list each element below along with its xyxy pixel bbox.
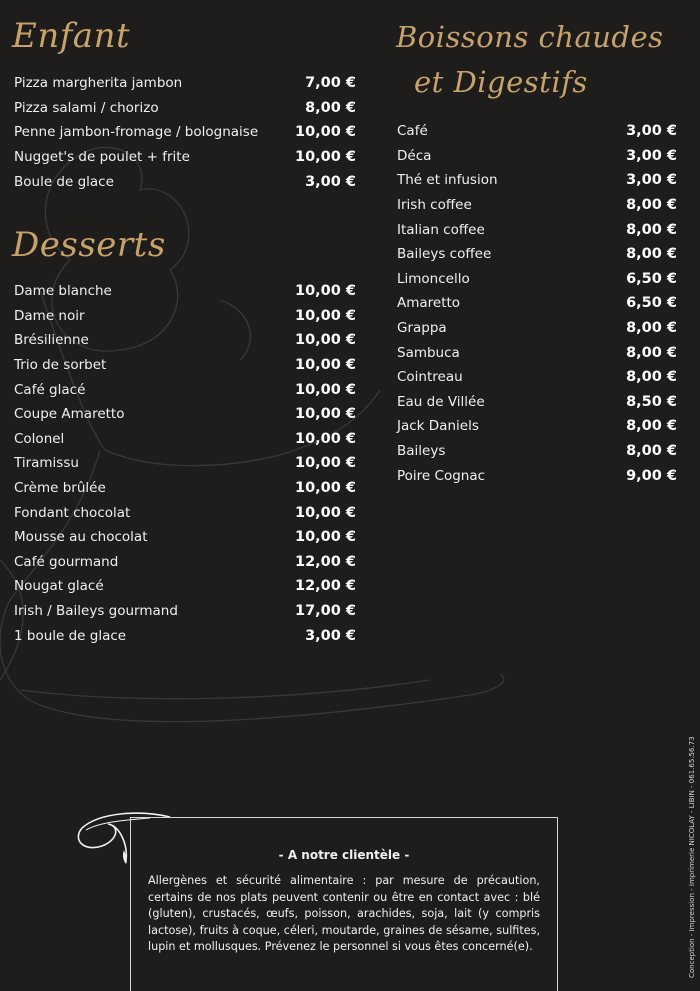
menu-item [397,365,677,390]
menu-item [14,279,356,304]
item-name: Boule de glace [14,173,114,190]
item-price: 10,00 € [294,455,356,472]
item-name: 1 boule de glace [14,627,127,644]
item-price: 8,00 € [626,344,677,361]
item-name: Coupe Amaretto [14,406,125,423]
item-price: 3,00 € [626,147,677,164]
item-name: Nougat glacé [14,578,104,595]
item-price: 3,00 € [626,123,677,140]
item-name: Fondant chocolat [14,504,131,521]
item-price: 8,00 € [626,320,677,337]
item-name: Brésilienne [14,332,89,349]
section-title-desserts: Desserts [12,225,166,265]
item-name: Baileys [397,443,446,460]
allergen-notice-title: - A notre clientèle - [278,848,410,862]
menu-item [397,291,677,316]
item-price: 8,00 € [305,99,356,116]
item-price: 12,00 € [294,553,356,570]
printer-credit: Conception - Impression - Imprimerie NICOLAY - LIBIN - 061.65.56.73 [688,736,696,978]
item-name: Trio de sorbet [14,357,107,374]
item-price: 10,00 € [294,504,356,521]
item-name: Baileys coffee [397,246,492,263]
menu-item [14,525,356,550]
menu-item [14,402,356,427]
item-price: 10,00 € [294,381,356,398]
menu-item [397,242,677,267]
item-name: Mousse au chocolat [14,529,148,546]
section-title-boissons-line2: et Digestifs [414,65,588,99]
item-price: 3,00 € [305,627,356,644]
menu-item [397,316,677,341]
item-price: 3,00 € [305,173,356,190]
menu-item [14,169,356,194]
item-price: 10,00 € [294,124,356,141]
allergen-notice-text: Allergènes et sécurité alimentaire : par mesure de précaution, certains de nos plats peuvent contenir ou être en contact avec : blé (gluten), crustacés, œufs, poisson, arachides, soja, lait (y compris lactose), fruits à coque, céleri, moutarde, graines de sésame, sulfites, lupin et mollusques. Prévenez le personnel si vous êtes concerné(e). [148,874,540,954]
menu-item [397,414,677,439]
item-price: 10,00 € [294,357,356,374]
menu-item [14,476,356,501]
menu-item [14,623,356,648]
item-price: 10,00 € [294,430,356,447]
menu-item [14,120,356,145]
item-name: Café gourmand [14,553,119,570]
menu-item [397,217,677,242]
menu-item [14,145,356,170]
item-name: Pizza salami / chorizo [14,99,159,116]
item-name: Limoncello [397,270,470,287]
item-name: Crème brûlée [14,480,106,497]
menu-item [14,599,356,624]
menu-item [397,144,677,169]
item-price: 12,00 € [294,578,356,595]
item-name: Jack Daniels [397,418,479,435]
menu-item [397,439,677,464]
item-price: 8,00 € [626,246,677,263]
item-price: 8,00 € [626,443,677,460]
item-name: Eau de Villée [397,393,485,410]
item-price: 8,00 € [626,418,677,435]
item-price: 8,00 € [626,197,677,214]
item-price: 8,00 € [626,369,677,386]
menu-item [14,427,356,452]
item-price: 3,00 € [626,172,677,189]
item-name: Nugget's de poulet + frite [14,149,190,166]
item-price: 6,50 € [626,270,677,287]
menu-item [14,96,356,121]
item-name: Sambuca [397,344,460,361]
menu-item [397,463,677,488]
menu-item [14,353,356,378]
menu-item [14,328,356,353]
menu-item [14,451,356,476]
menu-item [14,574,356,599]
item-name: Penne jambon-fromage / bolognaise [14,124,259,141]
item-price: 10,00 € [294,149,356,166]
menu-item [14,550,356,575]
item-name: Café glacé [14,381,86,398]
item-price: 17,00 € [294,603,356,620]
menu-item [397,390,677,415]
menu-item [397,193,677,218]
item-name: Thé et infusion [397,172,498,189]
item-price: 10,00 € [294,406,356,423]
item-name: Pizza margherita jambon [14,75,183,92]
menu-item [14,71,356,96]
item-price: 10,00 € [294,283,356,300]
item-name: Tiramissu [14,455,79,472]
item-name: Irish coffee [397,197,472,214]
item-name: Italian coffee [397,221,485,238]
item-name: Irish / Baileys gourmand [14,603,178,620]
menu-item [14,304,356,329]
item-name: Amaretto [397,295,461,312]
item-price: 7,00 € [305,75,356,92]
section-title-boissons-line1: Boissons chaudes [396,20,664,54]
item-name: Café [397,123,428,140]
item-name: Colonel [14,430,65,447]
item-name: Poire Cognac [397,467,486,484]
menu-item [14,377,356,402]
item-price: 10,00 € [294,332,356,349]
menu-item [397,267,677,292]
item-name: Déca [397,147,432,164]
item-name: Cointreau [397,369,463,386]
section-title-enfant: Enfant [12,16,131,56]
menu-list-desserts [14,279,356,648]
item-name: Grappa [397,320,447,337]
menu-list-boissons [397,119,677,488]
item-price: 6,50 € [626,295,677,312]
item-price: 8,00 € [626,221,677,238]
item-price: 10,00 € [294,529,356,546]
menu-list-enfant [14,71,356,194]
item-price: 9,00 € [626,467,677,484]
item-price: 8,50 € [626,393,677,410]
menu-item [397,340,677,365]
menu-item [397,168,677,193]
menu-item [14,500,356,525]
item-name: Dame noir [14,307,85,324]
item-price: 10,00 € [294,480,356,497]
item-name: Dame blanche [14,283,112,300]
menu-item [397,119,677,144]
item-price: 10,00 € [294,307,356,324]
